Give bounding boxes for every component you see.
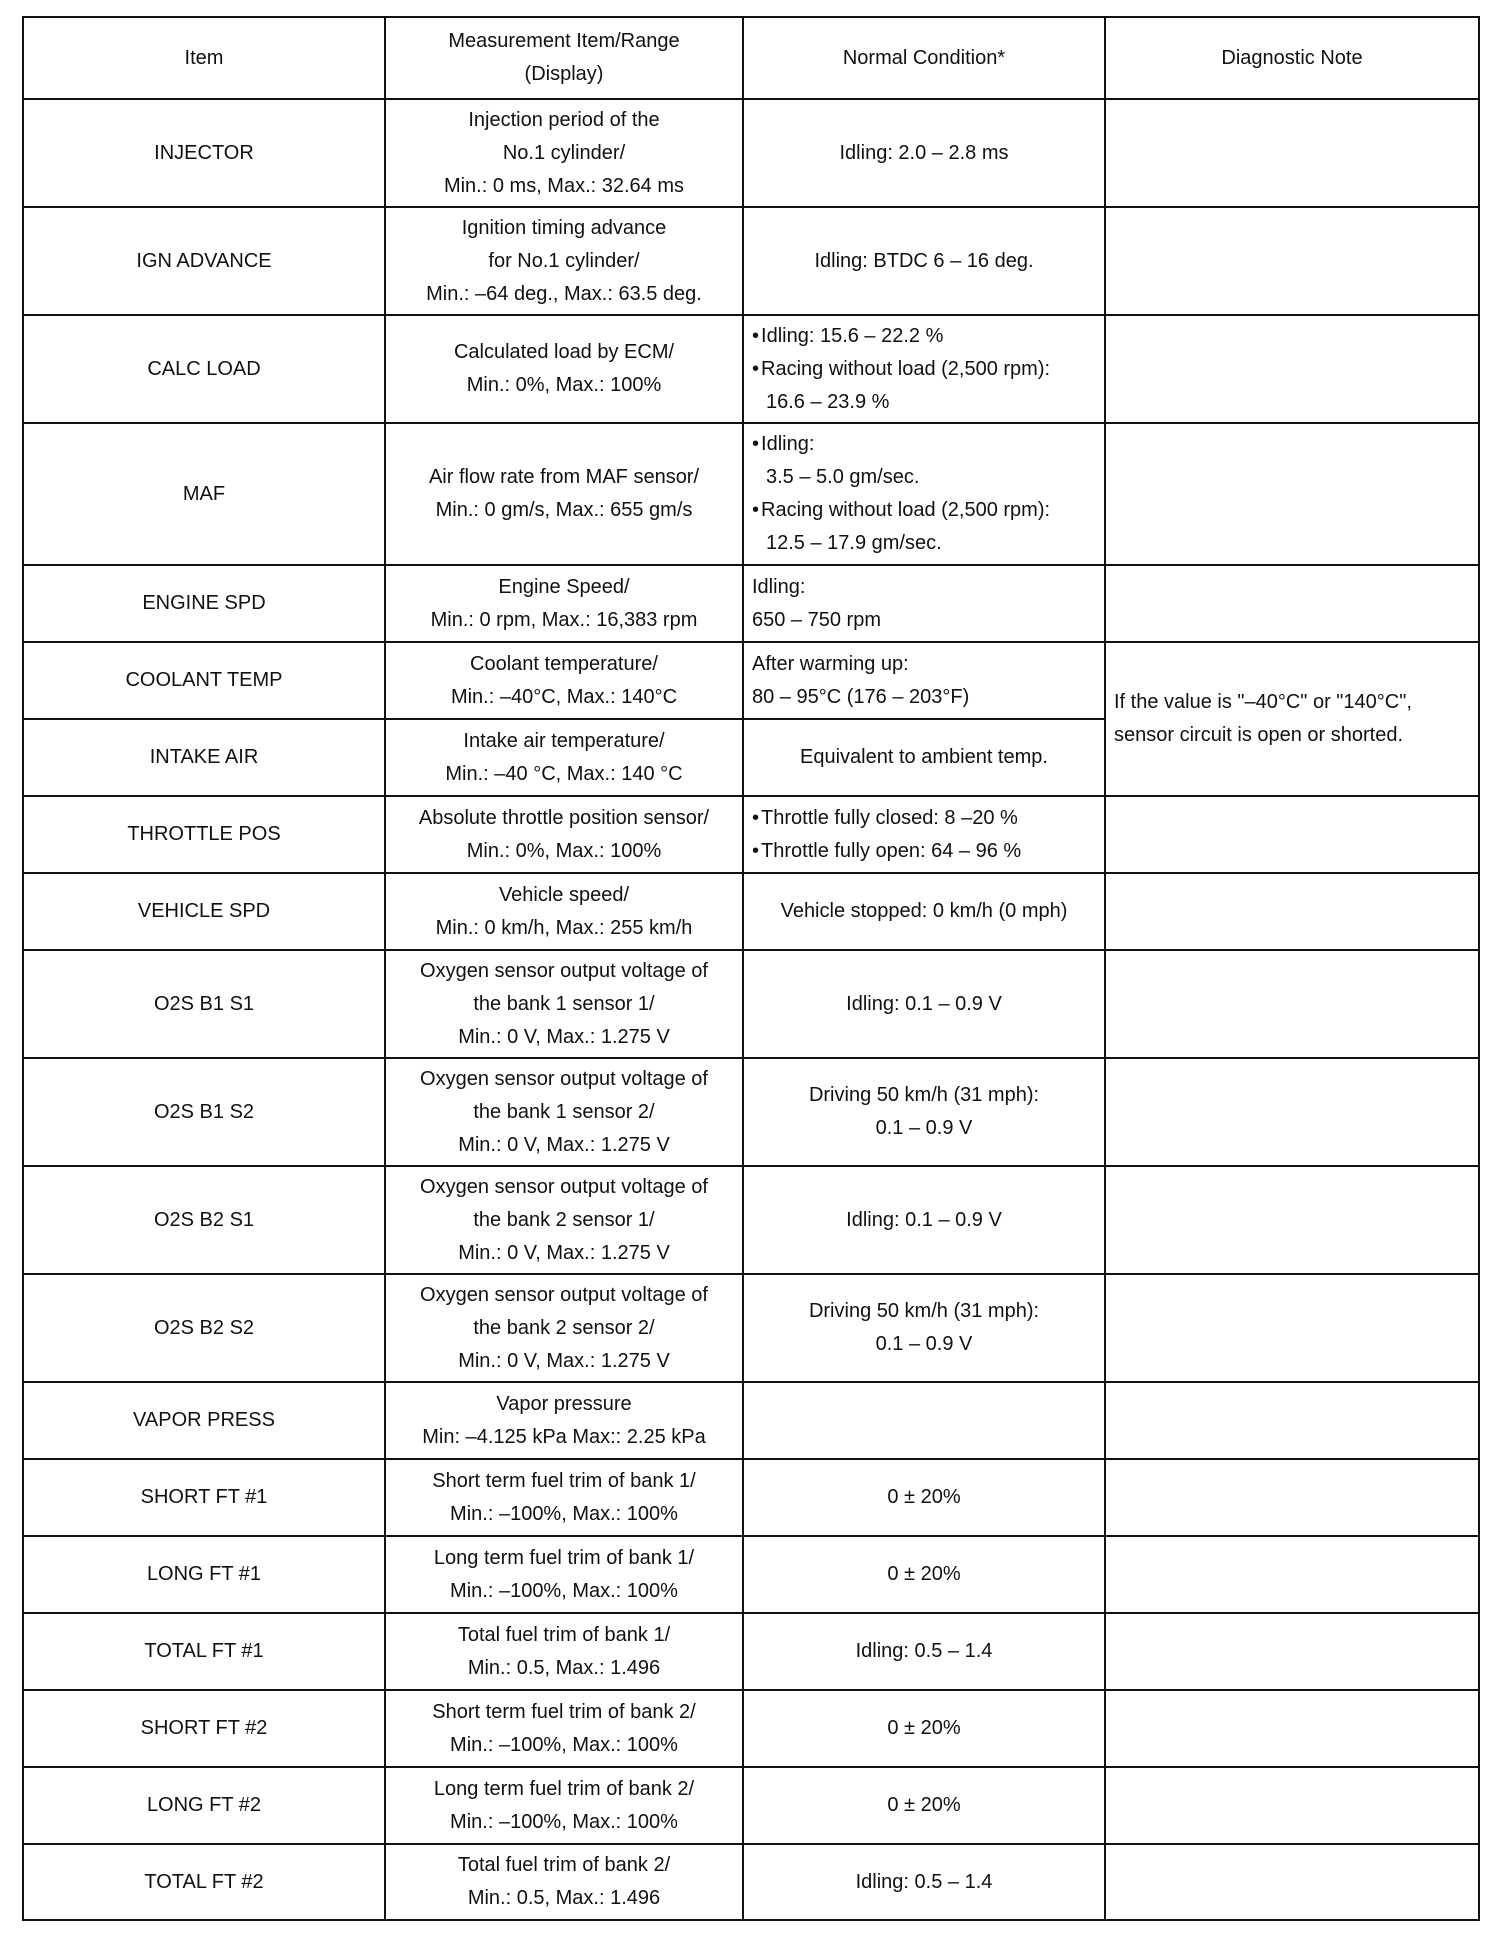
normal-cell: Idling: 2.0 – 2.8 ms (743, 99, 1105, 207)
note-cell (1105, 423, 1479, 565)
table-row (23, 1058, 1479, 1166)
item-cell: TOTAL FT #1 (23, 1613, 385, 1690)
table-row (23, 565, 1479, 642)
item-cell: TOTAL FT #2 (23, 1844, 385, 1920)
item-cell: MAF (23, 423, 385, 565)
table-row (23, 950, 1479, 1058)
normal-cell: Idling: 0.1 – 0.9 V (743, 1166, 1105, 1274)
table-row (23, 423, 1479, 565)
measurement-cell: Total fuel trim of bank 2/ Min.: 0.5, Max.: 1.496 (385, 1844, 743, 1920)
item-cell: O2S B2 S1 (23, 1166, 385, 1274)
item-cell: O2S B1 S1 (23, 950, 385, 1058)
table-row (23, 1459, 1479, 1536)
normal-cell: Equivalent to ambient temp. (743, 719, 1105, 796)
item-cell: SHORT FT #1 (23, 1459, 385, 1536)
note-cell-temperature: If the value is "–40°C" or "140°C", sensor circuit is open or shorted. (1105, 642, 1479, 796)
measurement-cell: Total fuel trim of bank 1/ Min.: 0.5, Max.: 1.496 (385, 1613, 743, 1690)
header-diagnostic-note: Diagnostic Note (1105, 17, 1479, 99)
normal-cell: Idling: 0.5 – 1.4 (743, 1613, 1105, 1690)
measurement-cell: Calculated load by ECM/ Min.: 0%, Max.: 100% (385, 315, 743, 423)
normal-cell: Driving 50 km/h (31 mph): 0.1 – 0.9 V (743, 1274, 1105, 1382)
item-cell: SHORT FT #2 (23, 1690, 385, 1767)
item-cell: LONG FT #2 (23, 1767, 385, 1844)
note-cell (1105, 1382, 1479, 1459)
measurement-cell: Vapor pressure Min: –4.125 kPa Max:: 2.25 kPa (385, 1382, 743, 1459)
note-cell (1105, 873, 1479, 950)
table-row (23, 1166, 1479, 1274)
normal-cell: Idling: 0.5 – 1.4 (743, 1844, 1105, 1920)
measurement-cell: Oxygen sensor output voltage of the bank 1 sensor 2/ Min.: 0 V, Max.: 1.275 V (385, 1058, 743, 1166)
normal-cell: Driving 50 km/h (31 mph): 0.1 – 0.9 V (743, 1058, 1105, 1166)
header-row (23, 17, 1479, 99)
normal-cell: • Throttle fully closed: 8 –20 % • Throttle fully open: 64 – 96 % (743, 796, 1105, 873)
note-cell (1105, 99, 1479, 207)
table-row (23, 315, 1479, 423)
table-row (23, 1382, 1479, 1459)
diagnostic-data-table (22, 16, 1480, 1921)
table-row (23, 642, 1479, 719)
normal-cell: 0 ± 20% (743, 1536, 1105, 1613)
measurement-cell: Oxygen sensor output voltage of the bank 2 sensor 1/ Min.: 0 V, Max.: 1.275 V (385, 1166, 743, 1274)
measurement-cell: Short term fuel trim of bank 2/ Min.: –100%, Max.: 100% (385, 1690, 743, 1767)
table-row (23, 873, 1479, 950)
note-cell (1105, 796, 1479, 873)
item-cell: VAPOR PRESS (23, 1382, 385, 1459)
item-cell: INJECTOR (23, 99, 385, 207)
measurement-cell: Coolant temperature/ Min.: –40°C, Max.: 140°C (385, 642, 743, 719)
table-row (23, 1536, 1479, 1613)
measurement-cell: Oxygen sensor output voltage of the bank 2 sensor 2/ Min.: 0 V, Max.: 1.275 V (385, 1274, 743, 1382)
normal-cell: • Idling: 15.6 – 22.2 % • Racing without load (2,500 rpm): 16.6 – 23.9 % (743, 315, 1105, 423)
item-cell: ENGINE SPD (23, 565, 385, 642)
note-cell (1105, 315, 1479, 423)
measurement-cell: Long term fuel trim of bank 1/ Min.: –100%, Max.: 100% (385, 1536, 743, 1613)
note-cell (1105, 1058, 1479, 1166)
note-cell (1105, 1459, 1479, 1536)
normal-cell: 0 ± 20% (743, 1459, 1105, 1536)
note-cell (1105, 1767, 1479, 1844)
normal-cell: • Idling: 3.5 – 5.0 gm/sec. • Racing without load (2,500 rpm): 12.5 – 17.9 gm/sec. (743, 423, 1105, 565)
table-row (23, 99, 1479, 207)
table-row (23, 1690, 1479, 1767)
item-cell: INTAKE AIR (23, 719, 385, 796)
note-cell (1105, 565, 1479, 642)
normal-cell: 0 ± 20% (743, 1767, 1105, 1844)
measurement-cell: Ignition timing advance for No.1 cylinder/ Min.: –64 deg., Max.: 63.5 deg. (385, 207, 743, 315)
normal-cell (743, 1382, 1105, 1459)
normal-cell: 0 ± 20% (743, 1690, 1105, 1767)
item-cell: CALC LOAD (23, 315, 385, 423)
item-cell: O2S B2 S2 (23, 1274, 385, 1382)
table-row (23, 1274, 1479, 1382)
table-row (23, 796, 1479, 873)
note-cell (1105, 1613, 1479, 1690)
item-cell: O2S B1 S2 (23, 1058, 385, 1166)
note-cell (1105, 1844, 1479, 1920)
normal-cell: Idling: BTDC 6 – 16 deg. (743, 207, 1105, 315)
measurement-cell: Intake air temperature/ Min.: –40 °C, Max.: 140 °C (385, 719, 743, 796)
item-cell: THROTTLE POS (23, 796, 385, 873)
header-normal-condition: Normal Condition* (743, 17, 1105, 99)
note-cell (1105, 950, 1479, 1058)
note-cell (1105, 1690, 1479, 1767)
note-cell (1105, 1166, 1479, 1274)
measurement-cell: Short term fuel trim of bank 1/ Min.: –100%, Max.: 100% (385, 1459, 743, 1536)
note-cell (1105, 1274, 1479, 1382)
item-cell: IGN ADVANCE (23, 207, 385, 315)
measurement-cell: Injection period of the No.1 cylinder/ Min.: 0 ms, Max.: 32.64 ms (385, 99, 743, 207)
header-measurement: Measurement Item/Range (Display) (385, 17, 743, 99)
measurement-cell: Oxygen sensor output voltage of the bank 1 sensor 1/ Min.: 0 V, Max.: 1.275 V (385, 950, 743, 1058)
normal-cell: Idling: 650 – 750 rpm (743, 565, 1105, 642)
note-cell (1105, 207, 1479, 315)
note-cell (1105, 1536, 1479, 1613)
normal-cell: Idling: 0.1 – 0.9 V (743, 950, 1105, 1058)
measurement-cell: Air flow rate from MAF sensor/ Min.: 0 gm/s, Max.: 655 gm/s (385, 423, 743, 565)
measurement-cell: Long term fuel trim of bank 2/ Min.: –100%, Max.: 100% (385, 1767, 743, 1844)
table-row (23, 207, 1479, 315)
table-row (23, 1767, 1479, 1844)
item-cell: VEHICLE SPD (23, 873, 385, 950)
normal-cell: Vehicle stopped: 0 km/h (0 mph) (743, 873, 1105, 950)
measurement-cell: Absolute throttle position sensor/ Min.: 0%, Max.: 100% (385, 796, 743, 873)
table-row (23, 1613, 1479, 1690)
measurement-cell: Engine Speed/ Min.: 0 rpm, Max.: 16,383 rpm (385, 565, 743, 642)
table-row (23, 1844, 1479, 1920)
item-cell: LONG FT #1 (23, 1536, 385, 1613)
header-item: Item (23, 17, 385, 99)
measurement-cell: Vehicle speed/ Min.: 0 km/h, Max.: 255 km/h (385, 873, 743, 950)
normal-cell: After warming up: 80 – 95°C (176 – 203°F) (743, 642, 1105, 719)
item-cell: COOLANT TEMP (23, 642, 385, 719)
